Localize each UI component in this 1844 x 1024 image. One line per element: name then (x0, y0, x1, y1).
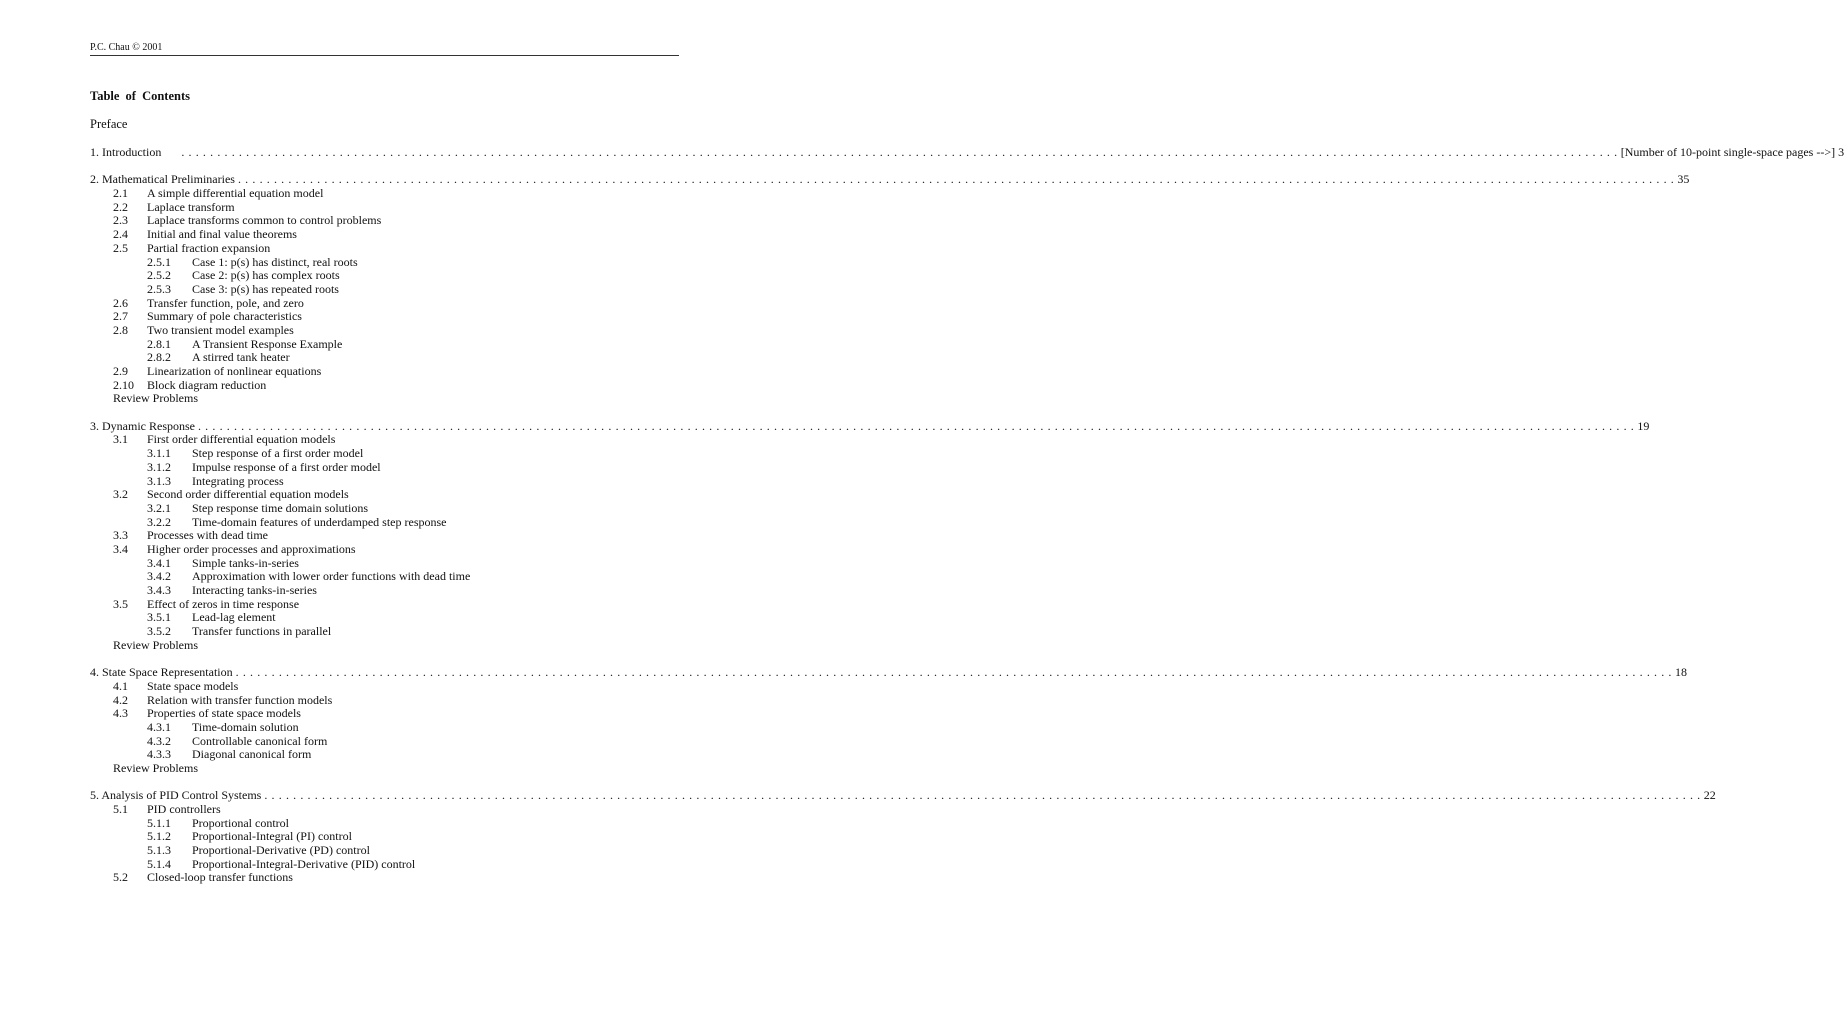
section-number: 2.5.2 (147, 268, 171, 283)
section-title: Partial fraction expansion (147, 240, 271, 255)
section-title: Interacting tanks-in-series (192, 583, 317, 597)
toc-subsection (90, 830, 633, 844)
section-number: 3.5 (113, 596, 128, 611)
section-title: A simple differential equation model (147, 186, 324, 201)
section-title: Proportional control (192, 815, 289, 830)
section-title: Properties of state space models (147, 706, 301, 721)
toc-subsection (90, 516, 633, 530)
section-number: 2.10 (113, 377, 134, 392)
section-number: 5.1.4 (147, 856, 171, 871)
section-number: 5.1.2 (147, 829, 171, 844)
section-number: 3.5.2 (147, 624, 171, 639)
toc-section (90, 214, 633, 228)
section-title: Case 2: p(s) has complex roots (192, 268, 340, 283)
toc-section (90, 228, 633, 242)
toc-subsection (90, 338, 633, 352)
section-number: 3.4.1 (147, 555, 171, 570)
toc-subsection (90, 611, 633, 625)
section-number: 2.2 (113, 199, 128, 214)
toc-section (90, 201, 633, 215)
toc-section (90, 310, 633, 324)
section-number: 2.9 (113, 364, 128, 378)
section-title: Second order differential equation models (147, 487, 349, 502)
section-number: 3.3 (113, 528, 128, 543)
toc-section (90, 242, 633, 256)
section-title: Case 3: p(s) has repeated roots (192, 281, 339, 296)
section-title: Time-domain features of underdamped step response (192, 514, 447, 529)
section-number: 5.1.1 (147, 815, 171, 830)
toc-subsection (90, 269, 633, 283)
toc-section (90, 433, 633, 447)
section-number: 3.1 (113, 432, 128, 447)
toc-subsection (90, 447, 633, 461)
section-number: 4.3 (113, 706, 128, 721)
section-title: Transfer function, pole, and zero (147, 295, 304, 310)
toc-subsection (90, 844, 633, 858)
toc-subsection (90, 570, 633, 584)
section-number: 2.4 (113, 227, 128, 242)
section-title: Lead-lag element (192, 610, 276, 625)
review-problems: Review Problems (113, 391, 198, 406)
table-of-contents (90, 145, 1844, 885)
toc-subsection (90, 256, 633, 270)
section-number: 2.5.3 (147, 281, 171, 296)
section-title: Laplace transform (147, 199, 235, 214)
section-title: Time-domain solution (192, 719, 299, 734)
toc-subsection (90, 584, 633, 598)
section-title: A stirred tank heater (192, 350, 290, 365)
section-number: 2.5 (113, 240, 128, 255)
section-number: 5.1 (113, 802, 128, 816)
section-number: 2.3 (113, 213, 128, 228)
section-number: 3.2.1 (147, 500, 171, 515)
section-number: 3.1.1 (147, 446, 171, 461)
section-title: A Transient Response Example (192, 336, 343, 351)
section-number: 4.3.2 (147, 733, 171, 748)
toc-section (90, 379, 633, 393)
section-title: Block diagram reduction (147, 377, 267, 392)
toc-chapter (90, 145, 1844, 160)
chapter-title: 5. Analysis of PID Control Systems (90, 788, 262, 803)
section-title: Impulse response of a first order model (192, 459, 381, 474)
section-title: Processes with dead time (147, 528, 268, 543)
section-number: 3.1.2 (147, 459, 171, 474)
chapter-title: 4. State Space Representation (90, 665, 233, 680)
section-title: Integrating process (192, 473, 284, 488)
toc-chapter (90, 788, 1716, 803)
review-problems: Review Problems (113, 637, 198, 652)
toc-section (90, 365, 633, 379)
section-title: Higher order processes and approximations (147, 541, 356, 556)
section-number: 4.1 (113, 678, 128, 693)
toc-subsection (90, 817, 633, 831)
chapter-title: 2. Mathematical Preliminaries (90, 172, 235, 187)
toc-chapter (90, 418, 1650, 434)
toc-section (90, 324, 633, 338)
section-title: Transfer functions in parallel (192, 624, 332, 639)
section-title: Laplace transforms common to control problems (147, 213, 382, 228)
section-title: Summary of pole characteristics (147, 309, 302, 324)
section-title: Proportional-Derivative (PD) control (192, 843, 370, 858)
chapter-page-count: [Number of 10-point single-space pages -->] 3 (1620, 145, 1844, 159)
toc-section (90, 680, 633, 694)
section-number: 3.5.1 (147, 610, 171, 625)
header-rule (90, 55, 679, 56)
section-number: 4.2 (113, 692, 128, 707)
toc-subsection (90, 502, 633, 516)
toc-section (90, 598, 633, 612)
section-title: Controllable canonical form (192, 733, 328, 748)
toc-preface: Preface (90, 117, 128, 131)
section-title: Proportional-Integral (PI) control (192, 829, 352, 844)
dot-leader: . . . . . . . . . . . . . . . . . . . . . . . . . . . . . . . . . . . . . . . . . . . . . . . . . . . . . . . . . . . . . . . . . . . . . . . . . . . . . . . . . . . . . . . . . . . . . . . . . . . . . . . . . . . . . . . . . . . . . . . . . . . . . . . . . . . . . . . . . . . . . . . . . . . . . . . . . . . . . . . . . . . . . . . . . . . . . . . . . . . . . . . . . . . . . . . . . . . . . . . . (235, 665, 1673, 680)
toc-section (90, 694, 633, 708)
dot-leader: . . . . . . . . . . . . . . . . . . . . . . . . . . . . . . . . . . . . . . . . . . . . . . . . . . . . . . . . . . . . . . . . . . . . . . . . . . . . . . . . . . . . . . . . . . . . . . . . . . . . . . . . . . . . . . . . . . . . . . . . . . . . . . . . . . . . . . . . . . . . . . . . . . . . . . . . . . . . . . . . . . . . . . . . . . . . . . . . . . . . . . . . . . . . . . . . . . . . . . . . (181, 145, 1618, 159)
section-number: 3.2 (113, 487, 128, 502)
section-title: PID controllers (147, 802, 221, 816)
section-number: 5.2 (113, 870, 128, 885)
toc-subsection (90, 721, 633, 735)
toc-section (90, 803, 633, 817)
section-title: Diagonal canonical form (192, 747, 312, 762)
section-number: 3.1.3 (147, 473, 171, 488)
toc-chapter (90, 665, 1688, 680)
dot-leader: . . . . . . . . . . . . . . . . . . . . . . . . . . . . . . . . . . . . . . . . . . . . . . . . . . . . . . . . . . . . . . . . . . . . . . . . . . . . . . . . . . . . . . . . . . . . . . . . . . . . . . . . . . . . . . . . . . . . . . . . . . . . . . . . . . . . . . . . . . . . . . . . . . . . . . . . . . . . . . . . . . . . . . . . . . . . . . . . . . . . . . . . . . . . . . . . . . . . . . . . (237, 172, 1675, 187)
section-number: 2.7 (113, 309, 128, 324)
section-title: Step response of a first order model (192, 446, 364, 461)
section-number: 4.3.1 (147, 719, 171, 734)
dot-leader: . . . . . . . . . . . . . . . . . . . . . . . . . . . . . . . . . . . . . . . . . . . . . . . . . . . . . . . . . . . . . . . . . . . . . . . . . . . . . . . . . . . . . . . . . . . . . . . . . . . . . . . . . . . . . . . . . . . . . . . . . . . . . . . . . . . . . . . . . . . . . . . . . . . . . . . . . . . . . . . . . . . . . . . . . . . . . . . . . . . . . . . . . . . . . . . . . . . . . . . . (264, 788, 1701, 803)
toc-subsection (90, 735, 633, 749)
section-number: 5.1.3 (147, 843, 171, 858)
section-title: Step response time domain solutions (192, 500, 368, 515)
toc-section (90, 488, 633, 502)
section-number: 2.8 (113, 322, 128, 337)
chapter-page-count: 35 (1677, 172, 1690, 187)
section-number: 2.8.2 (147, 350, 171, 365)
page-header: P.C. Chau © 2001 (90, 42, 163, 53)
toc-section (90, 297, 633, 311)
section-number: 2.1 (113, 186, 128, 201)
section-title: Proportional-Integral-Derivative (PID) control (192, 856, 416, 871)
section-number: 3.4 (113, 541, 128, 556)
toc-section (90, 871, 633, 885)
section-title: Two transient model examples (147, 322, 294, 337)
toc-subsection (90, 475, 633, 489)
section-number: 3.2.2 (147, 514, 171, 529)
toc-section (90, 707, 633, 721)
section-title: State space models (147, 678, 239, 693)
section-number: 4.3.3 (147, 747, 171, 762)
toc-subsection (90, 625, 633, 639)
toc-section (90, 187, 633, 201)
toc-subsection (90, 461, 633, 475)
section-number: 2.8.1 (147, 336, 171, 351)
section-title: Effect of zeros in time response (147, 596, 300, 611)
toc-section (90, 543, 633, 557)
chapter-page-count: 18 (1675, 665, 1688, 680)
chapter-title: 1. Introduction (90, 145, 162, 159)
section-title: Relation with transfer function models (147, 692, 333, 707)
section-title: First order differential equation models (147, 432, 336, 447)
section-number: 3.4.3 (147, 583, 171, 597)
toc-subsection (90, 351, 633, 365)
page-title: Table of Contents (90, 89, 190, 103)
section-title: Closed-loop transfer functions (147, 870, 293, 885)
dot-leader: . . . . . . . . . . . . . . . . . . . . . . . . . . . . . . . . . . . . . . . . . . . . . . . . . . . . . . . . . . . . . . . . . . . . . . . . . . . . . . . . . . . . . . . . . . . . . . . . . . . . . . . . . . . . . . . . . . . . . . . . . . . . . . . . . . . . . . . . . . . . . . . . . . . . . . . . . . . . . . . . . . . . . . . . . . . . . . . . . . . . . . . . . . . . . . . . . . . . . . . . (197, 418, 1635, 433)
section-title: Approximation with lower order functions with dead time (192, 569, 471, 584)
toc-chapter (90, 172, 1690, 187)
section-number: 3.4.2 (147, 569, 171, 584)
toc-subsection (90, 283, 633, 297)
section-number: 2.6 (113, 295, 128, 310)
toc-subsection (90, 858, 633, 872)
chapter-title: 3. Dynamic Response (90, 418, 195, 433)
review-problems: Review Problems (113, 760, 198, 775)
section-title: Initial and final value theorems (147, 227, 297, 242)
chapter-page-count: 22 (1703, 788, 1716, 803)
section-number: 2.5.1 (147, 254, 171, 269)
toc-subsection (90, 748, 633, 762)
section-title: Case 1: p(s) has distinct, real roots (192, 254, 358, 269)
section-title: Simple tanks-in-series (192, 555, 299, 570)
toc-subsection (90, 557, 633, 571)
toc-section (90, 529, 633, 543)
section-title: Linearization of nonlinear equations (147, 364, 322, 378)
chapter-page-count: 19 (1637, 418, 1650, 433)
